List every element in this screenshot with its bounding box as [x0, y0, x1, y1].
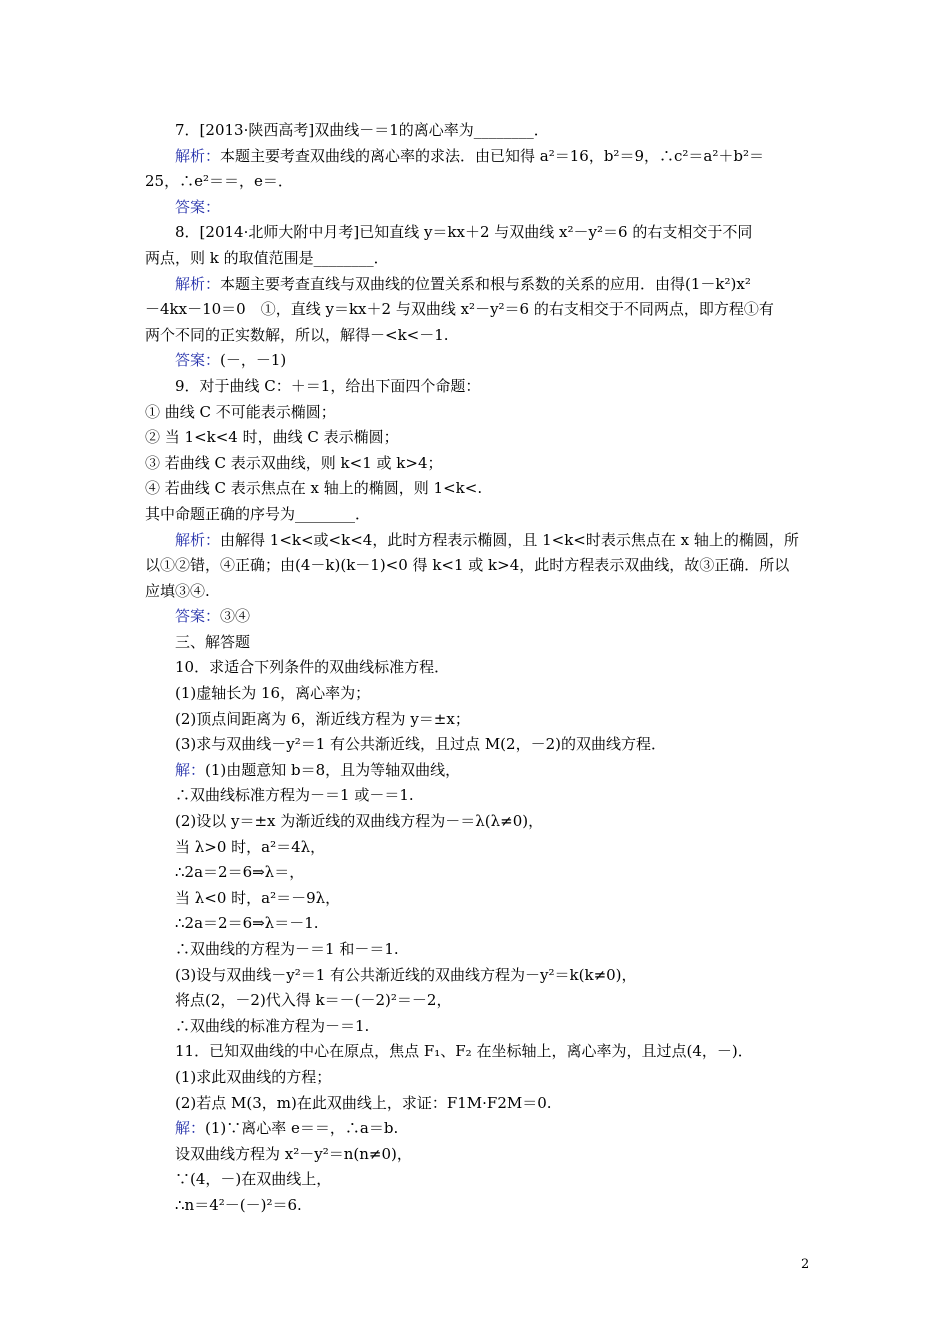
line-text: ④ 若曲线 C 表示焦点在 x 轴上的椭圆，则 1<k<. [145, 479, 483, 498]
text-line [145, 1014, 810, 1040]
text-line [145, 988, 810, 1014]
text-line [145, 1193, 810, 1219]
line-text: 9．对于曲线 C：＋＝1，给出下面四个命题： [175, 376, 481, 395]
text-line [145, 1116, 810, 1142]
text-line [145, 604, 810, 630]
text-line [145, 1142, 810, 1168]
text-line [145, 707, 810, 733]
line-text: ∴2a＝2＝6⇒λ＝， [175, 863, 305, 882]
line-text: 应填③④. [145, 581, 210, 600]
line-text: 由解得 1<k<或<k<4，此时方程表示椭圆，且 1<k<时表示焦点在 x 轴上的椭圆，所 [220, 530, 799, 549]
text-line [145, 348, 810, 374]
text-line [145, 144, 810, 170]
text-line [145, 400, 810, 426]
text-line [145, 809, 810, 835]
answer-label: 解析： [175, 146, 221, 165]
line-text: (3)求与双曲线－y²＝1 有公共渐近线，且过点 M(2，－2)的双曲线方程． [175, 735, 666, 754]
text-line [145, 374, 810, 400]
text-line [145, 886, 810, 912]
line-text: 10．求适合下列条件的双曲线标准方程． [175, 658, 450, 677]
text-line [145, 1091, 810, 1117]
line-text: (3)设与双曲线－y²＝1 有公共渐近线的双曲线方程为－y²＝k(k≠0)， [175, 965, 637, 984]
line-text: －4kx－10＝0 ①，直线 y＝kx＋2 与双曲线 x²－y²＝6 的右支相交于不同两点，即方程①有 [145, 300, 774, 319]
line-text: 以①②错，④正确；由(4－k)(k－1)<0 得 k<1 或 k>4，此时方程表示双曲线，故③正确．所以 [145, 556, 790, 575]
line-text: (1)由题意知 b＝8，且为等轴双曲线， [205, 760, 461, 779]
line-text: ∴2a＝2＝6⇒λ＝－1. [175, 914, 319, 933]
answer-label: 解： [175, 1119, 206, 1138]
answer-label: 答案： [175, 351, 221, 370]
line-text: ③ 若曲线 C 表示双曲线，则 k<1 或 k>4； [145, 453, 443, 472]
page-number: 2 [801, 1257, 810, 1272]
text-line [145, 732, 810, 758]
text-line [145, 579, 810, 605]
line-text: 两点，则 k 的取值范围是________． [145, 248, 389, 267]
line-text: 将点(2，－2)代入得 k＝－(－2)²＝－2， [175, 991, 452, 1010]
text-line [145, 323, 810, 349]
line-text: 当 λ<0 时，a²＝－9λ， [175, 888, 341, 907]
text-line [145, 1039, 810, 1065]
line-text: ③④ [220, 607, 251, 626]
text-line [145, 476, 810, 502]
text-line [145, 963, 810, 989]
line-text: 三、解答题 [175, 632, 251, 651]
line-text: ∴n＝4²－(－)²＝6. [175, 1195, 302, 1214]
text-line [145, 783, 810, 809]
line-text: 本题主要考查直线与双曲线的位置关系和根与系数的关系的应用．由得(1－k²)x² [220, 274, 751, 293]
line-text: (1)虚轴长为 16，离心率为； [175, 684, 371, 703]
line-text: (2)顶点间距离为 6，渐近线方程为 y＝±x； [175, 709, 470, 728]
line-text: 11．已知双曲线的中心在原点，焦点 F₁、F₂ 在坐标轴上，离心率为，且过点(4，－)． [175, 1042, 753, 1061]
line-text: 7．[2013·陕西高考]双曲线－＝1的离心率为________． [175, 121, 549, 139]
line-text: (1)求此双曲线的方程； [175, 1067, 332, 1086]
document-body [145, 118, 810, 1219]
line-text: ① 曲线 C 不可能表示椭圆； [145, 402, 336, 421]
answer-label: 答案： [175, 607, 221, 626]
text-line [145, 502, 810, 528]
text-line [145, 911, 810, 937]
text-line [145, 937, 810, 963]
text-line [145, 118, 810, 144]
text-line [145, 528, 810, 554]
line-text: 设双曲线方程为 x²－y²＝n(n≠0)， [175, 1144, 412, 1163]
text-line [145, 195, 810, 221]
text-line [145, 655, 810, 681]
line-text: (1)∵离心率 e＝＝，∴a＝b. [205, 1119, 399, 1138]
text-line [145, 681, 810, 707]
line-text: ② 当 1<k<4 时，曲线 C 表示椭圆； [145, 428, 399, 447]
text-line [145, 835, 810, 861]
answer-label: 答案： [175, 197, 221, 216]
line-text: ∴双曲线的方程为－＝1 和－＝1. [175, 940, 399, 958]
line-text: ∴双曲线的标准方程为－＝1. [175, 1016, 370, 1035]
line-text: (2)设以 y＝±x 为渐近线的双曲线方程为－＝λ(λ≠0)， [175, 812, 544, 831]
line-text: 25，∴e²＝＝，e＝． [145, 172, 293, 191]
line-text: 8．[2014·北师大附中月考]已知直线 y＝kx＋2 与双曲线 x²－y²＝6 的右支相交于不同 [175, 223, 753, 242]
text-line [145, 1065, 810, 1091]
text-line [145, 272, 810, 298]
line-text: 两个不同的正实数解，所以，解得－<k<－1. [145, 325, 449, 344]
text-line [145, 169, 810, 195]
line-text: (2)若点 M(3，m)在此双曲线上，求证：F1M·F2M＝0. [175, 1093, 552, 1112]
answer-label: 解析： [175, 274, 221, 293]
text-line [145, 553, 810, 579]
line-text: 其中命题正确的序号为________． [145, 504, 371, 523]
line-text: 本题主要考查双曲线的离心率的求法．由已知得 a²＝16，b²＝9，∴c²＝a²＋b²＝ [220, 146, 764, 165]
text-line [145, 860, 810, 886]
answer-label: 解： [175, 760, 206, 779]
text-line [145, 246, 810, 272]
text-line [145, 630, 810, 656]
answer-label: 解析： [175, 530, 221, 549]
text-line [145, 1167, 810, 1193]
line-text: (－，－1) [220, 351, 287, 370]
line-text: ∵(4，－)在双曲线上， [175, 1170, 332, 1189]
text-line [145, 758, 810, 784]
text-line [145, 297, 810, 323]
text-line [145, 451, 810, 477]
text-line [145, 220, 810, 246]
line-text: 当 λ>0 时，a²＝4λ， [175, 837, 326, 856]
text-line [145, 425, 810, 451]
line-text: ∴双曲线标准方程为－＝1 或－＝1. [175, 786, 414, 805]
